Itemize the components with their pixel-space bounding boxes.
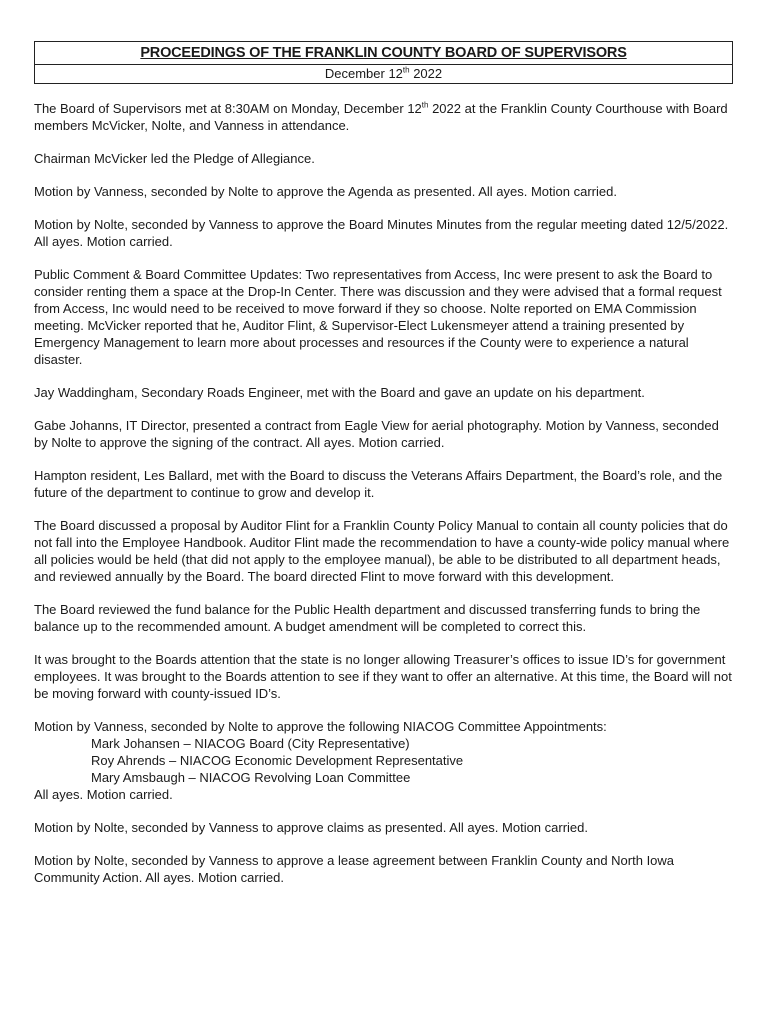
header-box: [34, 41, 733, 84]
date-year: 2022: [409, 66, 443, 81]
date-ordinal: th: [402, 65, 410, 75]
attendance-ordinal: th: [421, 100, 429, 110]
date-prefix: December 12: [324, 66, 403, 81]
paragraph-minutes-motion: Motion by Nolte, seconded by Vanness to approve the Board Minutes Minutes from the regular meeting dated 12/5/2022. All ayes. Motion carried.: [34, 217, 729, 249]
paragraph-niacog-appointments: [34, 718, 734, 803]
appointment-item: Mary Amsbaugh – NIACOG Revolving Loan Committee: [91, 770, 411, 785]
paragraph-claims-motion: Motion by Nolte, seconded by Vanness to approve claims as presented. All ayes. Motion carried.: [34, 820, 588, 835]
appointments-intro: Motion by Vanness, seconded by Nolte to approve the following NIACOG Committee Appointments:: [34, 719, 607, 734]
attendance-text-start: The Board of Supervisors met at 8:30AM on Monday, December 12: [34, 101, 422, 116]
attendance-text-end: 2022 at the Franklin County Courthouse with Board members McVicker, Nolte, and Vanness in attendance.: [34, 101, 728, 133]
appointment-item: Roy Ahrends – NIACOG Economic Development Representative: [91, 753, 464, 768]
document-body: [34, 100, 734, 902]
paragraph-lease-motion: Motion by Nolte, seconded by Vanness to approve a lease agreement between Franklin County and North Iowa Community Action. All ayes. Motion carried.: [34, 853, 675, 885]
paragraph-public-health: The Board reviewed the fund balance for the Public Health department and discussed transferring funds to bring the balance up to the recommended amount. A budget amendment will be completed to correct this.: [34, 602, 701, 634]
paragraph-county-ids: It was brought to the Boards attention that the state is no longer allowing Treasurer’s offices to issue ID’s for government employees. It was brought to the Boards attention to see if they want to offer an alternative. At this time, the Board will not be moving forward with county-issued ID’s.: [34, 652, 732, 701]
paragraph-it-contract: Gabe Johanns, IT Director, presented a contract from Eagle View for aerial photography. Motion by Vanness, seconded by Nolte to approve the signing of the contract. All ayes. Motion carried.: [34, 418, 719, 450]
paragraph-agenda-motion: Motion by Vanness, seconded by Nolte to approve the Agenda as presented. All ayes. Motion carried.: [34, 184, 617, 199]
paragraph-public-comment: Public Comment & Board Committee Updates: Two representatives from Access, Inc were present to ask the Board to consider renting them a space at the Drop-In Center. There was discussion and they were advised that a formal request from Access, Inc would need to be received to move forward if they so choose. Nolte reported on EMA Commission meeting. McVicker reported that he, Auditor Flint, & Supervisor-Elect Lukensmeyer attend a training presented by Emergency Management to learn more about processes and resources if the County were to experience a natural disaster.: [34, 267, 722, 367]
paragraph-pledge: Chairman McVicker led the Pledge of Allegiance.: [34, 151, 315, 166]
appointment-item: Mark Johansen – NIACOG Board (City Representative): [91, 736, 410, 751]
paragraph-policy-manual: The Board discussed a proposal by Auditor Flint for a Franklin County Policy Manual to contain all county policies that do not fall into the Employee Handbook. Auditor Flint made the recommendation to have a county-wide policy manual where all policies would be held (that did not apply to the employee manual), be able to be distributed to all department heads, and reviewed annually by the Board. The board directed Flint to move forward with this development.: [34, 518, 730, 584]
document-title: PROCEEDINGS OF THE FRANKLIN COUNTY BOARD OF SUPERVISORS: [35, 42, 732, 65]
paragraph-attendance: [34, 100, 734, 134]
paragraph-secondary-roads: Jay Waddingham, Secondary Roads Engineer, met with the Board and gave an update on his department.: [34, 385, 645, 400]
appointments-outro: All ayes. Motion carried.: [34, 787, 173, 802]
paragraph-veterans-affairs: Hampton resident, Les Ballard, met with the Board to discuss the Veterans Affairs Department, the Board’s role, and the future of the department to continue to grow and develop it.: [34, 468, 723, 500]
meeting-date: [35, 65, 732, 83]
